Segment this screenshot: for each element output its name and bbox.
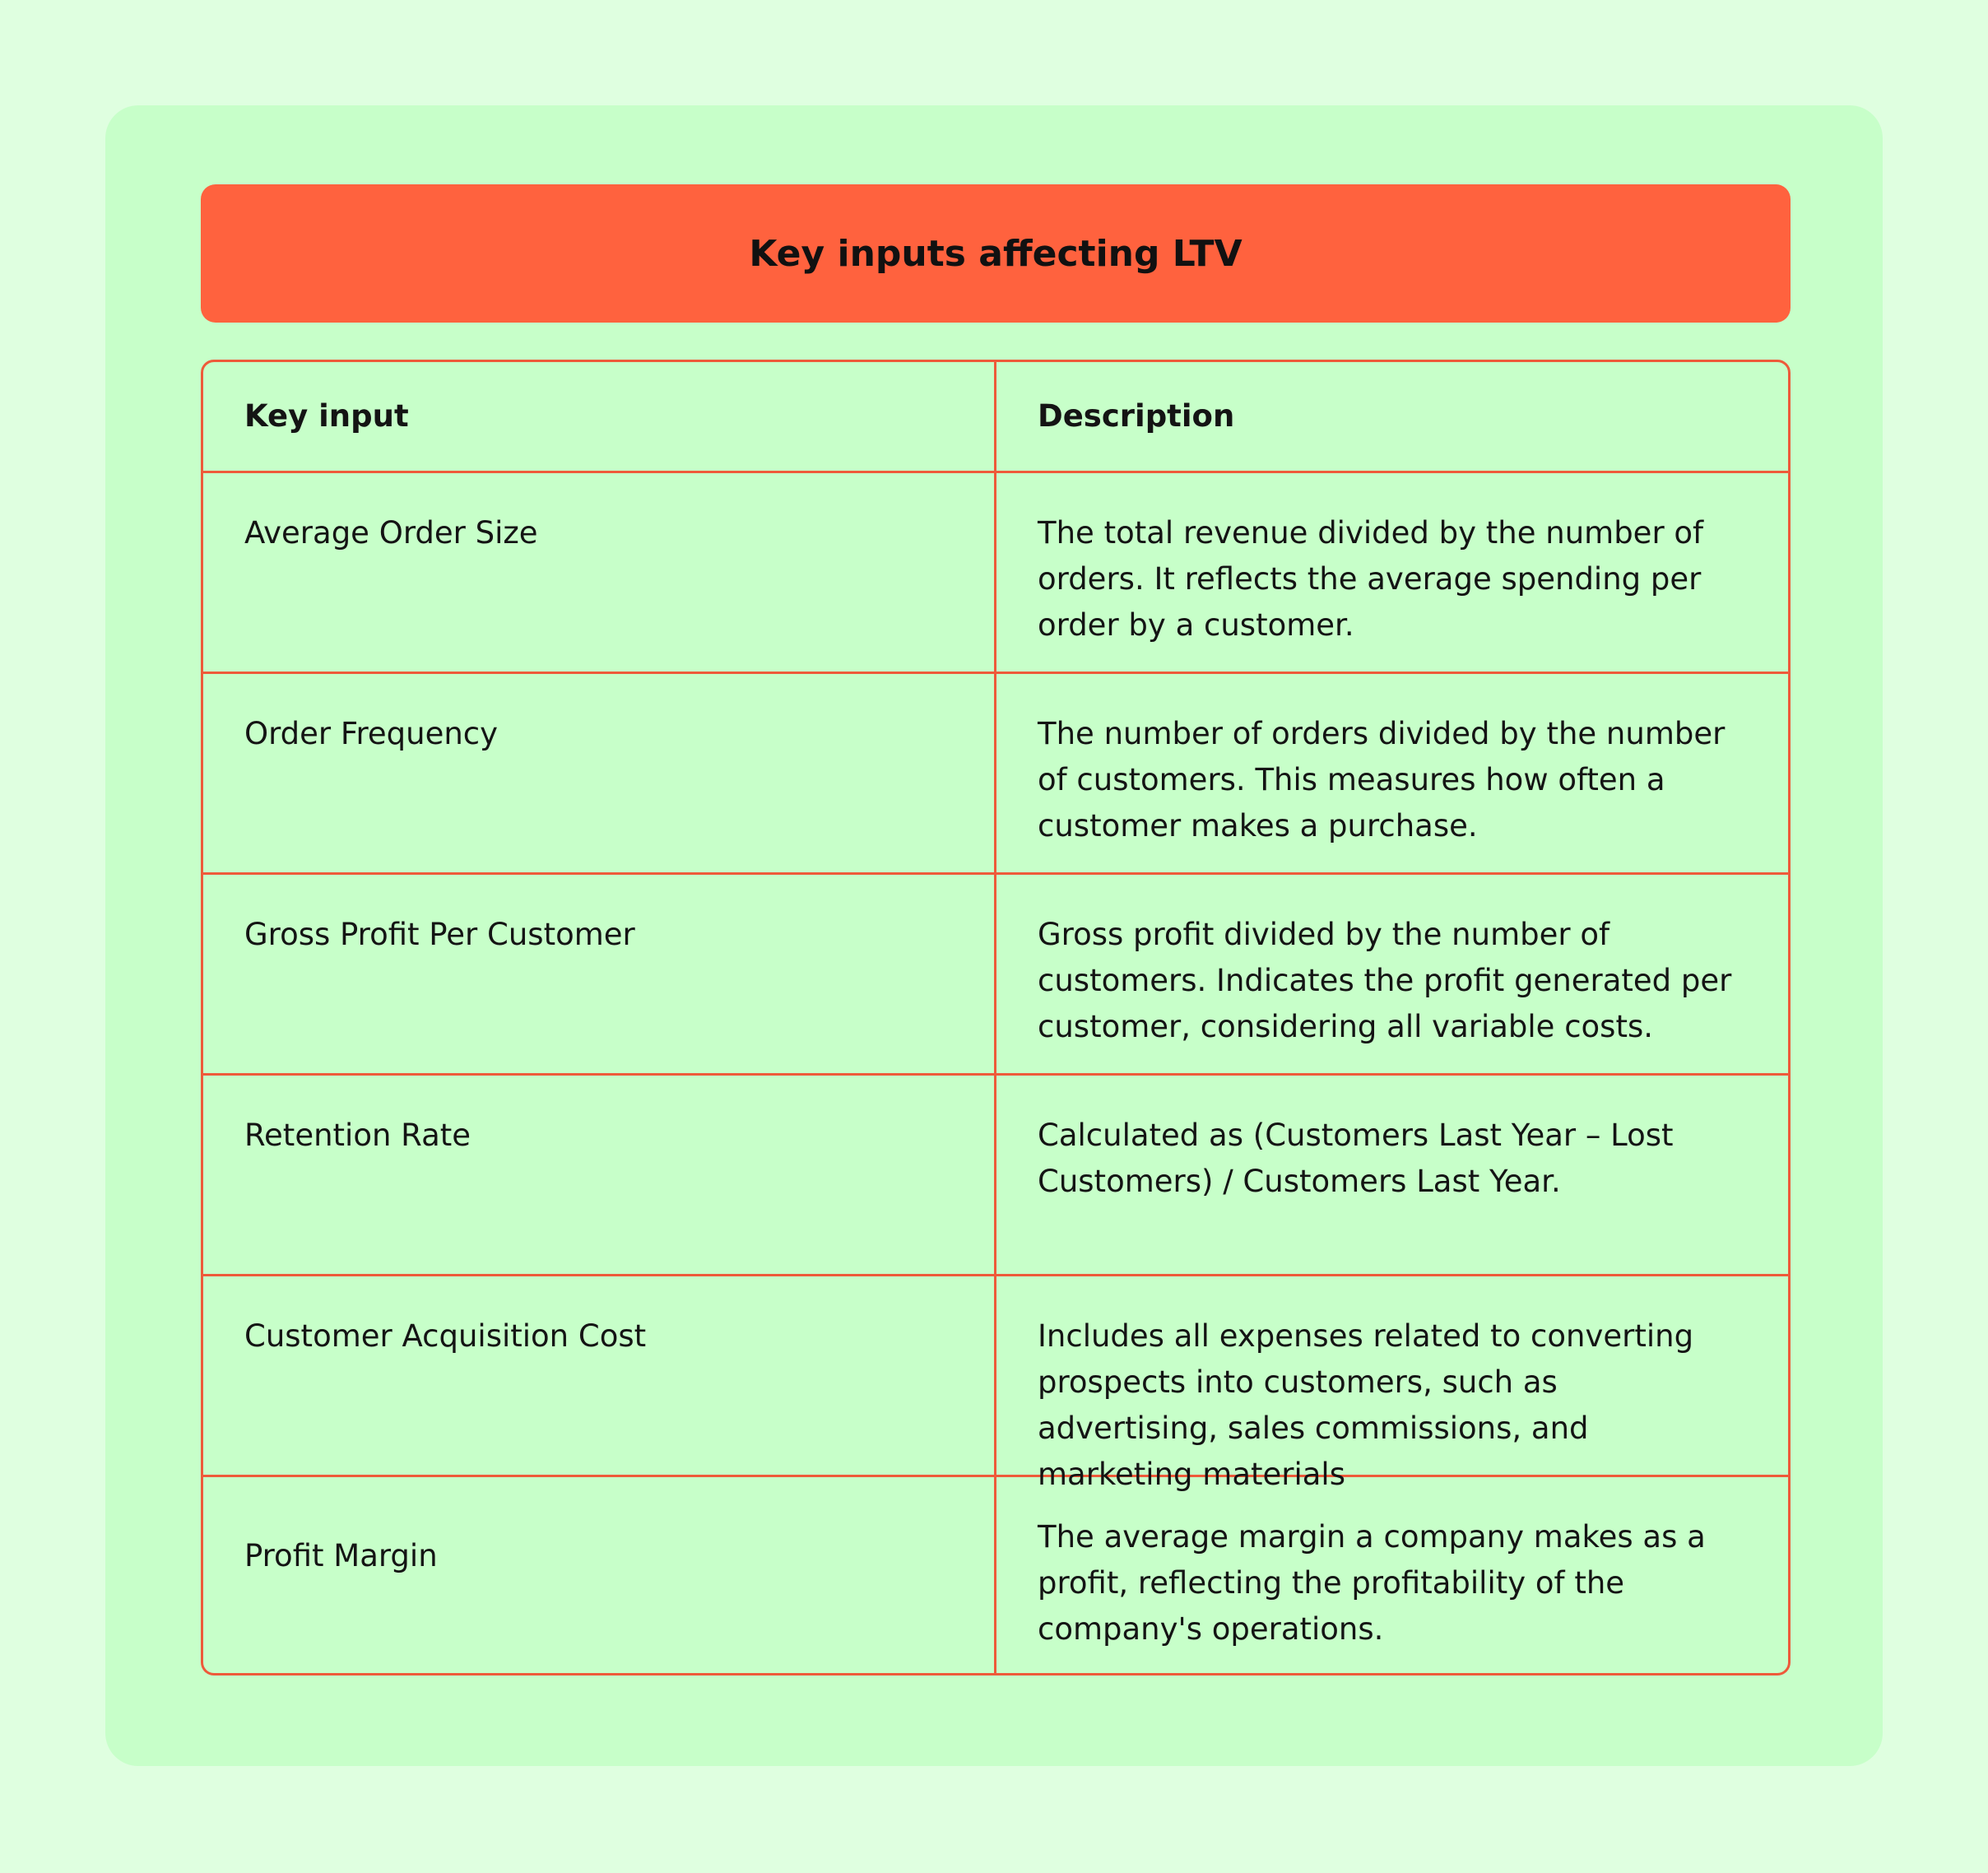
description-cell: Gross profit divided by the number of customers. Indicates the profit generated per customer, considering all variable costs. [1038,917,1732,1044]
header-key-input: Key input [203,362,996,471]
ltv-card [105,105,1883,1766]
key-input-cell: Profit Margin [203,1477,996,1673]
description-cell: Calculated as (Customers Last Year – Lost Customers) / Customers Last Year. [1038,1118,1674,1199]
header-description: Description [1038,398,1235,434]
description-cell: The total revenue divided by the number of orders. It reflects the average spending per order by a customer. [1038,515,1704,643]
table-row [203,1274,1788,1492]
table-row [203,1073,1788,1274]
page-title: Key inputs affecting LTV [749,232,1242,275]
key-input-cell: Retention Rate [203,1076,996,1274]
title-banner [201,184,1791,323]
key-input-cell: Customer Acquisition Cost [203,1276,996,1475]
table-header-row [203,362,1788,471]
description-cell: Includes all expenses related to converting prospects into customers, such as advertising, sales commissions, and marketing materials [1038,1318,1694,1492]
table-row [203,672,1788,872]
table-row [203,471,1788,672]
table-row [203,872,1788,1073]
key-inputs-table [201,360,1791,1675]
key-input-cell: Gross Profit Per Customer [203,875,996,1073]
table-row [203,1475,1788,1673]
description-cell: The number of orders divided by the number of customers. This measures how often a customer makes a purchase. [1038,716,1726,844]
description-cell: The average margin a company makes as a profit, reflecting the profitability of the company's operations. [1038,1519,1706,1647]
key-input-cell: Average Order Size [203,473,996,672]
key-input-cell: Order Frequency [203,674,996,872]
